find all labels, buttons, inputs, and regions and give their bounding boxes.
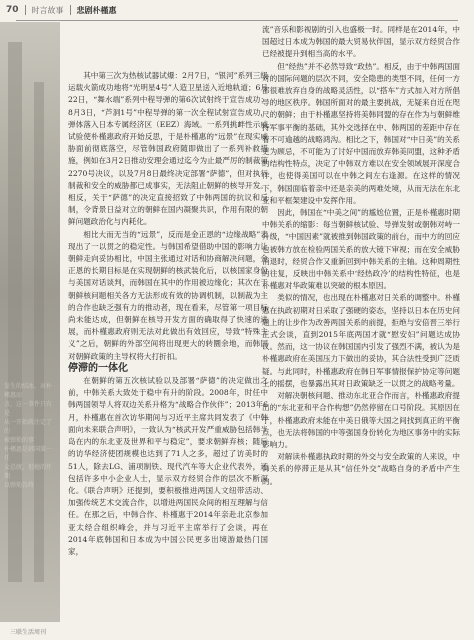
body-paragraph: 对解读朴槿惠执政时期的外交与安全政策的人来说，中韩关系的停滞正是从其“信任外交”战略自身的矛盾中产生的。 [262, 452, 460, 486]
photo-ghost-text [4, 382, 54, 490]
photo-ghost-line: 言，这一事件只有是 [4, 401, 53, 417]
photo-ghost-line: 被弹劾的事 [4, 437, 35, 444]
column-name: 时言故事 [31, 5, 64, 15]
left-column [68, 70, 268, 558]
photo-ghost-line: 女总统，但她的任期 [4, 464, 53, 480]
body-paragraph: 相比大而无当的“远景”，反而是金正恩的“边缘战略”表现出了一以贯之的稳定性。与韩国希望借助中国的影响力让朝鲜走向妥协相比，中国主张通过对话和协商解决问题，金正恩的长期目标是在实现朝鲜的核武装化后，以核国家身份与美国对话谈判，而韩国在其中的作用被边缘化；其次在于朝鲜核问题相关各方无法形成有效的协调机制，以制裁为主的合作也缺乏强有力的推动者，现在看来，尽管第一项目标尚未能达成，但朝鲜在核导开发方面的确取得了快速的进展，而朴槿惠政府则无法对此做出有效回应，导致“特殊主义”之后，朝鲜的外部空间将出现更大的转圜余地，而韩国对朝鲜政策的主导权将大打折扣。 [68, 229, 268, 361]
body-paragraph: 类似的情况，也出现在朴槿惠对日关系的调整中。朴槿惠在执政初期对日采取了强硬的姿态，坚持以日本在历史问题上的让步作为改善两国关系的前提，拒绝与安倍晋三举行正式会谈，直到2015年底两国才就“慰安妇”问题达成协议。然而，这一协议在韩国国内引发了强烈不满，被认为是朴槿惠政府在美国压力下做出的妥协，其合法性受到广泛质疑。与此同时，朴槿惠政府在韩日军事情报保护协定等问题上的摇摆，也暴露出其对日政策缺乏一以贯之的战略考量。 [262, 293, 460, 388]
photo-ghost-line: 从一开始就注定了的 [4, 419, 53, 435]
photo-pillar [34, 82, 44, 582]
header-rule [16, 20, 458, 21]
photo-ghost-line: 发生的结冰，对朴槿惠而 [4, 383, 53, 399]
body-paragraph: 其中第三次为热核试器试爆：2月7日，“银河”系列三级运载火箭成功地将“光明星4号”人造卫星送入近地轨道；6月22日，“舞水端”系列中程导弹的第6次试射终于宣告成功；8月3日，“芦洞1号”中程导弹的第一次全程试射宣告成功，弹体落入日本专属经济区（EEZ）海域。一系列挑衅性示威试验使朴槿惠政府开始反思，于是朴槿惠的“远景”在现实威胁面前彻底落空，尽管韩国政府随即做出了一系列补救措施，例如在3月2日推动安理会通过迄今为止最严厉的制裁第2270号决议，以及7月8日最终决定部署“萨德”，但对执行制裁和安全的威胁都已成事实，无法阻止朝鲜的核导开发。相反，关于“萨德”的决定直接招致了中韩两国的抗议和反制，令背景日益对立的朝鲜在国内凝聚共识，作用有限的朝鲜问题政治化与内耗化。 [68, 71, 268, 227]
body-paragraph: 因此，韩国在“中美之间”的尴尬位置，正是朴槿惠时期中韩关系的缩影：每当朝鲜核试验、导弹发射或朝韩对峙一升级，“中国因素”就被推到韩国政策的前台，而中方的回应也被韩方放在检验两国关系的放大镜下审视；而在安全威胁消退时，经贸合作又重新回到中韩关系的主轴。这种周期性的往复，反映出中韩关系中‘经热政冷’的结构性特征，也是朴槿惠对华政策难以突破的根本原因。 [262, 208, 460, 291]
page-header [0, 0, 474, 20]
body-paragraph: 在朝鲜的第五次核试验以及部署“萨德”的决定做出之前，中韩关系大致处于稳中有升的阶段。2008年，时任中韩两国领导人将双边关系升格为“战略合作伙伴”；2013年6月，朴槿惠在首次访华期间与习近平主席共同发表了《中韩面向未来联合声明》，一致认为“核武开发严重威胁包括韩半岛在内的东北亚及世界和平与稳定”，要求朝鲜弃核；随后的访华经济使团规模也达到了71人之多，超过了访美时的51人，除去LG、浦项制铁、现代汽车等大企业代表外，还包括许多中小企业人士，显示双方经贸合作的层次不断深化。《联合声明》还提到，要积极推进两国人文纽带活动、加强传统艺术交流合作，以增进两国民众间的相互理解与信任。在那之后，中韩合作、朴槿惠于2014年亲赴北京参加亚太经合组织峰会，并与习近平主席举行了会谈，再在2014年底韩国和日本成为中国公民更多出境游最热门国家， [68, 376, 268, 556]
body-paragraph: 流”音乐和影视剧的引入也盛极一时。同样是在2014年，中国超过日本成为韩国的最大贸易伙伴国，显示双方经贸合作已经被提升到相当高的水平。 [262, 25, 460, 59]
header-divider [25, 5, 26, 15]
body-paragraph: 但“经热”并不必然导致“政热”。相反，由于中韩两国面对的国际问题的层次不同，安全隐患的类型不同，任何一方都很难放弃自身的战略灵活性，以“搭车”方式加入对方所倡导的地区秩序。韩国所面对的最主要挑战，无疑来自近在咫尺的朝鲜；由于朴槿惠坚持将美韩同盟的存在作为与朝鲜维持军事平衡的基础，其外交选择在中、韩两国的差距中存在着不可逾越的战略鸿沟。相比之下，韩国对“中日美”的关系更为顾忌，不可能为了讨好中国而放弃韩美同盟，这种矛盾的结构性特点，决定了中韩双方难以在安全领域展开深度合作，也使得美国可以在中韩之间左右逢源。在这样的情况下，韩国面临着亲中还是亲美的两难处境，从而无法在东北亚和平框架建设中发挥作用。 [262, 61, 460, 205]
right-column [262, 24, 460, 488]
section-heading: 停滞的一体化 [68, 362, 128, 374]
photo-ghost-line: 以弹劾告终 [4, 482, 35, 489]
body-paragraph: 对解决朝核问题、推动东北亚合作而言，朴槿惠政府提出的“东北亚和平合作构想”仍然停留在口号阶段。其原因在于，朴槿惠政府未能在中美日俄等大国之间找到真正的平衡点，也无法将韩国的中等强国身份转化为地区事务中的实际影响力。 [262, 391, 460, 449]
header-divider [70, 5, 71, 15]
page-number: 70 [6, 5, 19, 15]
photo-ghost-line: 朴槿惠是韩国第一任 [4, 446, 53, 462]
photo-pillar [8, 42, 22, 582]
page-footer: 三联生活周刊 [10, 629, 47, 636]
section-name: 悲剧朴槿惠 [76, 5, 117, 15]
side-photo [0, 22, 60, 622]
